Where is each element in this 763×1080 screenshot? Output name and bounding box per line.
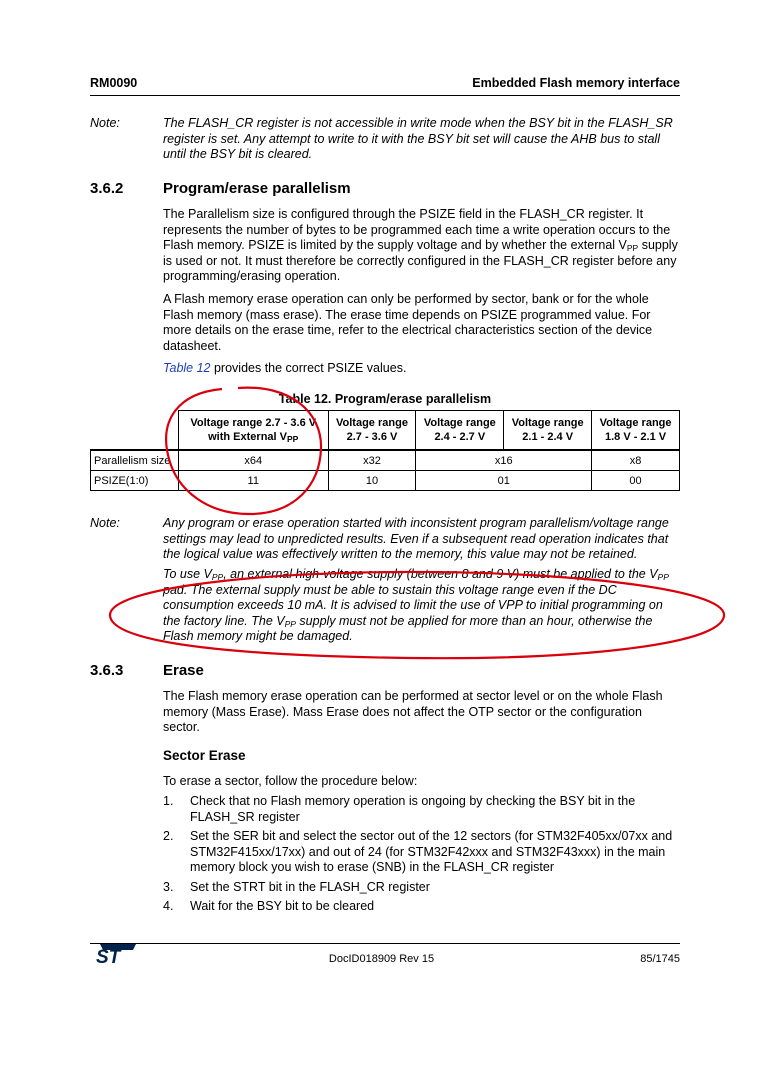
section-paragraph: A Flash memory erase operation can only be performed by sector, bank or for the whole Flash memory (mass erase). The erase time depends on PSIZE programmed value. For more details on the erase time, refer to the electrical characteristics section of the device datasheet.: [163, 292, 653, 353]
steps-list: [163, 794, 681, 919]
table-cell: x8: [592, 450, 680, 471]
table-cell: x64: [178, 450, 328, 471]
table-row: [91, 450, 680, 471]
section-number: 3.6.3: [90, 662, 124, 679]
note-paragraph: Any program or erase operation started with inconsistent program parallelism/voltage range settings may lead to unpredicted results. Even if a subsequent read operation indicates that the logical value was effectively written to the memory, this value may not be retained.: [163, 516, 669, 561]
section-title: Erase: [163, 662, 204, 679]
list-item: 2. Set the SER bit and select the sector out of the 12 sectors (for STM32F405xx/07xx and STM32F415xx/17xx) and out of 24 (for STM32F42xxx and STM32F43xxx) in the main memory block you wish to erase (SNB) in the FLASH_CR register: [163, 829, 673, 874]
table-header: Voltage range 2.1 - 2.4 V: [504, 411, 592, 451]
table-header: Voltage range 1.8 V - 2.1 V: [592, 411, 680, 451]
table-corner: [91, 411, 179, 451]
footer-doc-id: DocID018909 Rev 15: [328, 953, 435, 965]
table-cell: 10: [328, 471, 416, 491]
section-number: 3.6.2: [90, 180, 124, 197]
table-cell: x16: [416, 450, 592, 471]
row-label: Parallelism size: [91, 450, 179, 471]
section-paragraph: The Parallelism size is configured through the PSIZE field in the FLASH_CR register. It represents the number of bytes to be programmed each time a write operation occurs to the Flash memory. PSIZE is limited by the supply voltage and by whether the external $V_{PP}$ supply is used or not. It must therefore be correctly configured in the FLASH_CR register before any programming/erasing operation.: [163, 207, 678, 283]
parallelism-table: [90, 410, 680, 491]
table-header: Voltage range 2.7 - 3.6 V with External $V_{PP}$: [178, 411, 328, 451]
table-cell: x32: [328, 450, 416, 471]
note-paragraph: To use $V_{PP}$, an external high-voltage supply (between 8 and 9 V) must be applied to the $V_{PP}$ pad. The external supply must be able to sustain this voltage range even if the DC consumption exceeds 10 mA. It is advised to limit the use of VPP to initial programming on the factory line. The $V_{PP}$ supply must not be applied for more than an hour, otherwise the Flash memory might be damaged.: [163, 567, 669, 643]
note-text: The FLASH_CR register is not accessible in write mode when the BSY bit in the FLASH_SR register is set. Any attempt to write to it with the BSY bit set will cause the AHB bus to stall until the BSY bit is cleared.: [163, 116, 673, 161]
section-paragraph: Table 12 provides the correct PSIZE values.: [163, 361, 407, 375]
footer-page-number: 85/1745: [640, 953, 680, 965]
list-item: 3. Set the STRT bit in the FLASH_CR register: [163, 879, 430, 894]
doc-code: RM0090: [90, 76, 138, 90]
list-item: 4. Wait for the BSY bit to be cleared: [163, 899, 375, 913]
table-header: Voltage range 2.4 - 2.7 V: [416, 411, 504, 451]
table-caption: Table 12. Program/erase parallelism: [278, 392, 492, 406]
subheading: Sector Erase: [163, 748, 246, 763]
svg-text:ST: ST: [96, 947, 121, 965]
section-paragraph: To erase a sector, follow the procedure below:: [163, 774, 418, 788]
table-12-link[interactable]: Table 12: [163, 361, 211, 375]
table-row: [91, 471, 680, 491]
header-rule: [90, 95, 680, 96]
header-section-title: Embedded Flash memory interface: [472, 76, 680, 90]
note-label: Note:: [90, 116, 120, 130]
row-label: PSIZE(1:0): [91, 471, 179, 491]
table-cell: 00: [592, 471, 680, 491]
table-header: Voltage range 2.7 - 3.6 V: [328, 411, 416, 451]
section-title: Program/erase parallelism: [163, 180, 351, 197]
table-cell: 11: [178, 471, 328, 491]
footer-rule: [90, 943, 680, 944]
section-paragraph: The Flash memory erase operation can be performed at sector level or on the whole Flash memory (Mass Erase). Mass Erase does not affect the OTP sector or the configuration sector.: [163, 689, 663, 734]
note-label: Note:: [90, 516, 120, 530]
table-cell: 01: [416, 471, 592, 491]
list-item: 1. Check that no Flash memory operation is ongoing by checking the BSY bit in the FLASH_SR register: [163, 794, 636, 824]
